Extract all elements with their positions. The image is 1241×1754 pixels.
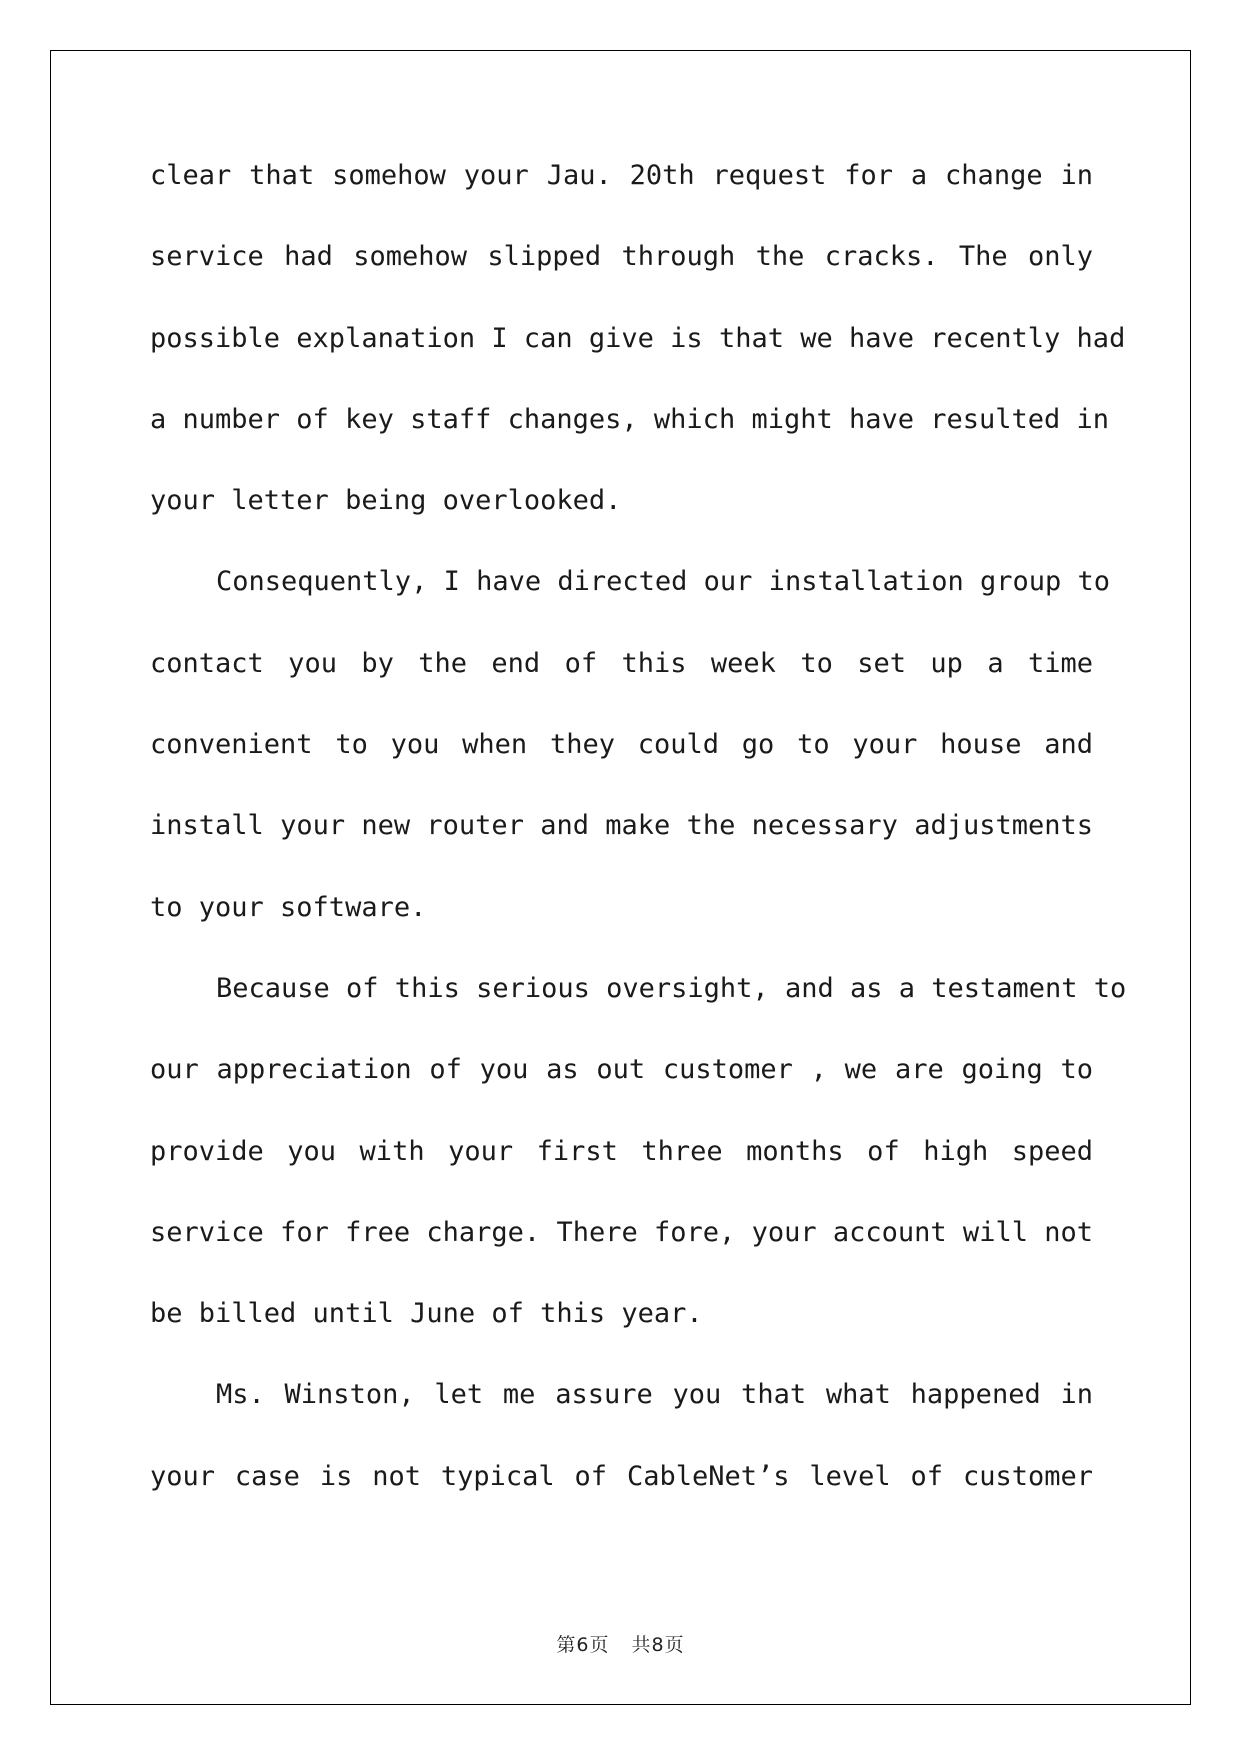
text-line: to your software. [150, 891, 427, 923]
page-number: 第6页 [556, 1634, 610, 1656]
page-total: 共8页 [631, 1634, 685, 1656]
text-line: a number of key staff changes, which might have resulted in [150, 403, 1110, 435]
text-line: your case is not typical of CableNet’s level of customer [150, 1460, 1093, 1492]
paragraph-start-line: Consequently, I have directed our installation group to [216, 566, 1111, 598]
text-line: provide you with your first three months of high speed [150, 1135, 1093, 1167]
text-line: service had somehow slipped through the cracks. The only [150, 241, 1093, 273]
text-line: be billed until June of this year. [150, 1298, 703, 1330]
paragraph-start-line: Ms. Winston, let me assure you that what happened in [216, 1379, 1093, 1411]
paragraph-start-line: Because of this serious oversight, and as a testament to [216, 972, 1127, 1004]
text-line: contact you by the end of this week to set up a time [150, 647, 1093, 679]
text-line: possible explanation I can give is that we have recently had [150, 322, 1126, 354]
text-line: service for free charge. There fore, your account will not [150, 1216, 1093, 1248]
text-line: clear that somehow your Jau. 20th request for a change in [150, 160, 1093, 191]
text-line: our appreciation of you as out customer , we are going to [150, 1054, 1093, 1086]
text-line: convenient to you when they could go to your house and [150, 729, 1093, 761]
page-footer [0, 1630, 1241, 1657]
document-body [150, 160, 1127, 1542]
text-line: install your new router and make the necessary adjustments [150, 810, 1093, 842]
text-line: your letter being overlooked. [150, 485, 622, 517]
